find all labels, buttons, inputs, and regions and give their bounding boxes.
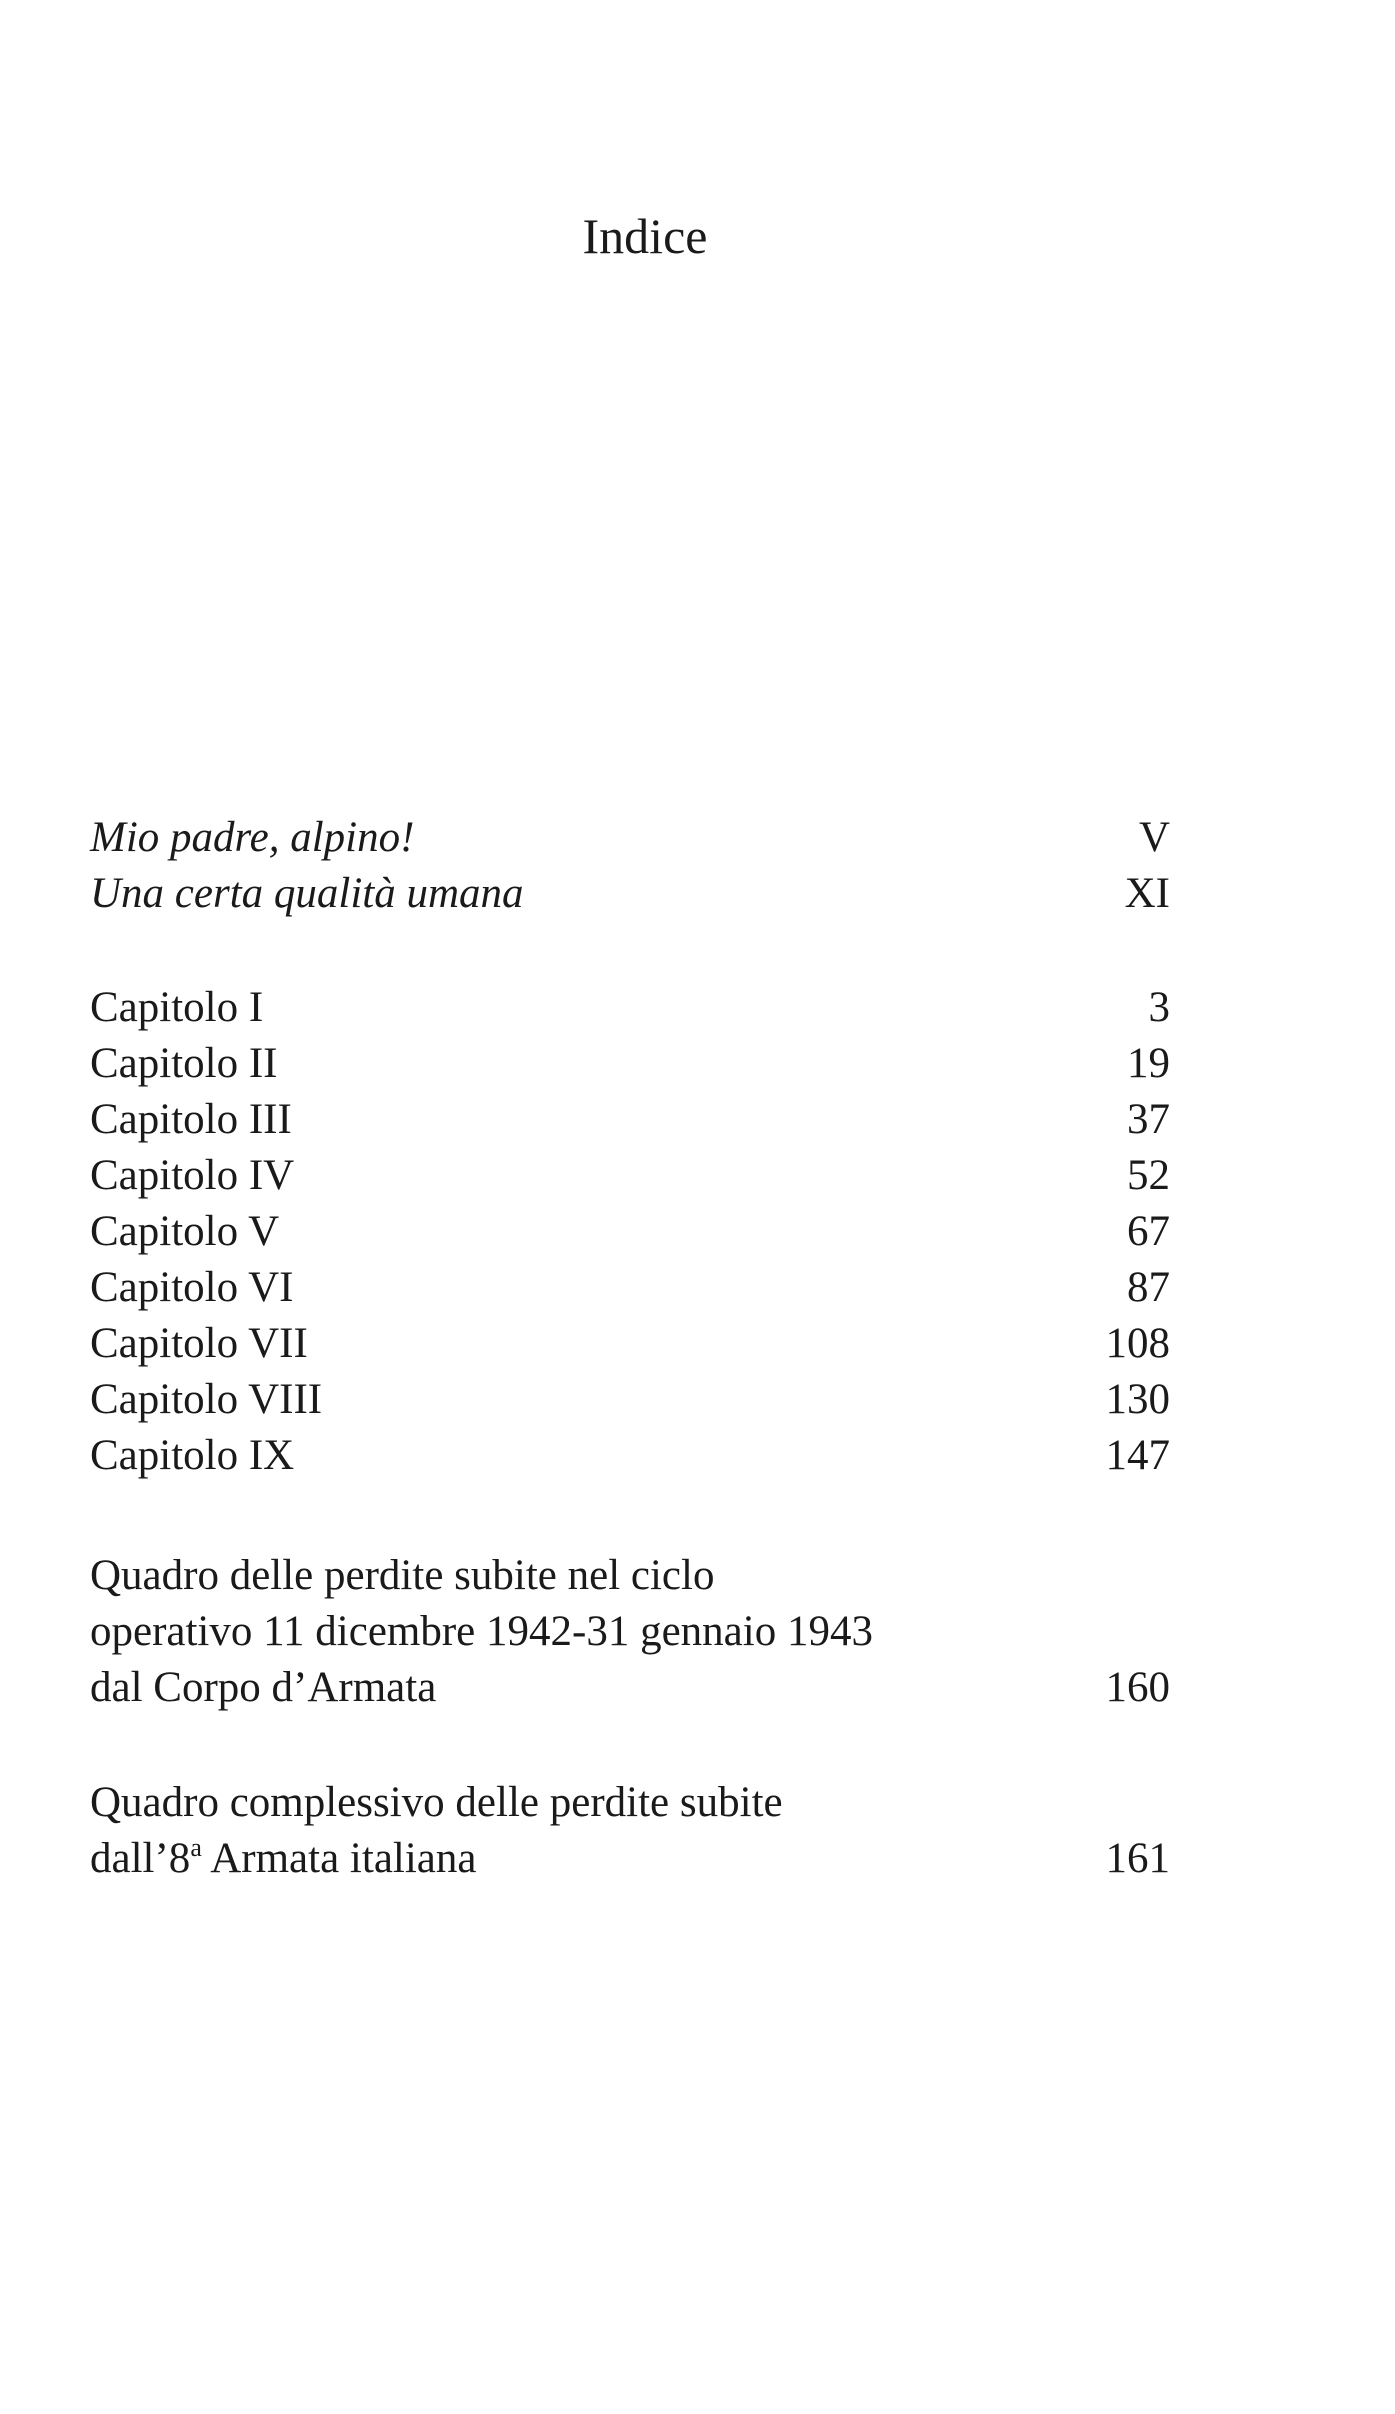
toc-entry-label: Capitolo V: [90, 1208, 280, 1255]
toc-entry[interactable]: [90, 1092, 1170, 1148]
toc-entry-page: V: [1138, 814, 1170, 861]
prefatory-list: [90, 810, 1170, 922]
page-title: Indice: [582, 208, 708, 264]
toc-entry-page: 108: [1105, 1320, 1170, 1367]
superscript-ordinal: a: [190, 1833, 202, 1862]
toc-entry-page: 160: [1105, 1664, 1170, 1711]
label-text: Armata italiana: [201, 1835, 477, 1882]
toc-entry-label-line: Quadro complessivo delle perdite subite: [90, 1779, 783, 1826]
toc-entry[interactable]: [90, 1260, 1170, 1316]
toc-entry-page: 130: [1105, 1376, 1170, 1423]
toc-entry[interactable]: [90, 980, 1170, 1036]
toc-entry[interactable]: [90, 1036, 1170, 1092]
toc-entry-label: Capitolo IV: [90, 1152, 295, 1199]
toc-entry-page: XI: [1124, 870, 1170, 917]
toc-entry[interactable]: [90, 810, 1170, 866]
toc-entry[interactable]: [90, 1372, 1170, 1428]
toc-entry-label-line: dal Corpo d’Armata: [90, 1664, 437, 1711]
toc-entry[interactable]: [90, 1148, 1170, 1204]
toc-entry-page: 161: [1105, 1835, 1170, 1882]
toc-entry-page: 19: [1127, 1040, 1170, 1087]
toc-entry-label: Capitolo I: [90, 984, 264, 1031]
toc-entry-label-line: operativo 11 dicembre 1942-31 gennaio 1943: [90, 1608, 873, 1655]
toc-entry-label-line: [90, 1831, 476, 1887]
toc-entry-label: Capitolo IX: [90, 1432, 295, 1479]
toc-entry-appendix-losses-army[interactable]: [90, 1775, 1170, 1887]
toc-entry-label-line: Quadro delle perdite subite nel ciclo: [90, 1552, 715, 1599]
toc-entry-label: Capitolo III: [90, 1096, 292, 1143]
toc-entry-label: Capitolo II: [90, 1040, 278, 1087]
toc-entry[interactable]: [90, 1204, 1170, 1260]
toc-entry-label: Capitolo VI: [90, 1264, 294, 1311]
toc-entry-page: 37: [1127, 1096, 1170, 1143]
label-text: dall’8: [90, 1835, 191, 1882]
toc-entry-label: Capitolo VIII: [90, 1376, 323, 1423]
toc-entry[interactable]: [90, 1428, 1170, 1484]
toc-entry-label: Mio padre, alpino!: [90, 814, 415, 861]
toc-entry[interactable]: [90, 1316, 1170, 1372]
toc-entry-page: 87: [1127, 1264, 1170, 1311]
toc-entry-label: Capitolo VII: [90, 1320, 308, 1367]
chapter-list: [90, 980, 1170, 1484]
toc-entry-page: 3: [1148, 984, 1170, 1031]
toc-entry-page: 52: [1127, 1152, 1170, 1199]
toc-entry-label: Una certa qualità umana: [90, 870, 524, 917]
toc-entry[interactable]: [90, 866, 1170, 922]
toc-entry-page: 67: [1127, 1208, 1170, 1255]
toc-entry-appendix-losses-corps[interactable]: [90, 1548, 1170, 1716]
toc-entry-page: 147: [1105, 1432, 1170, 1479]
